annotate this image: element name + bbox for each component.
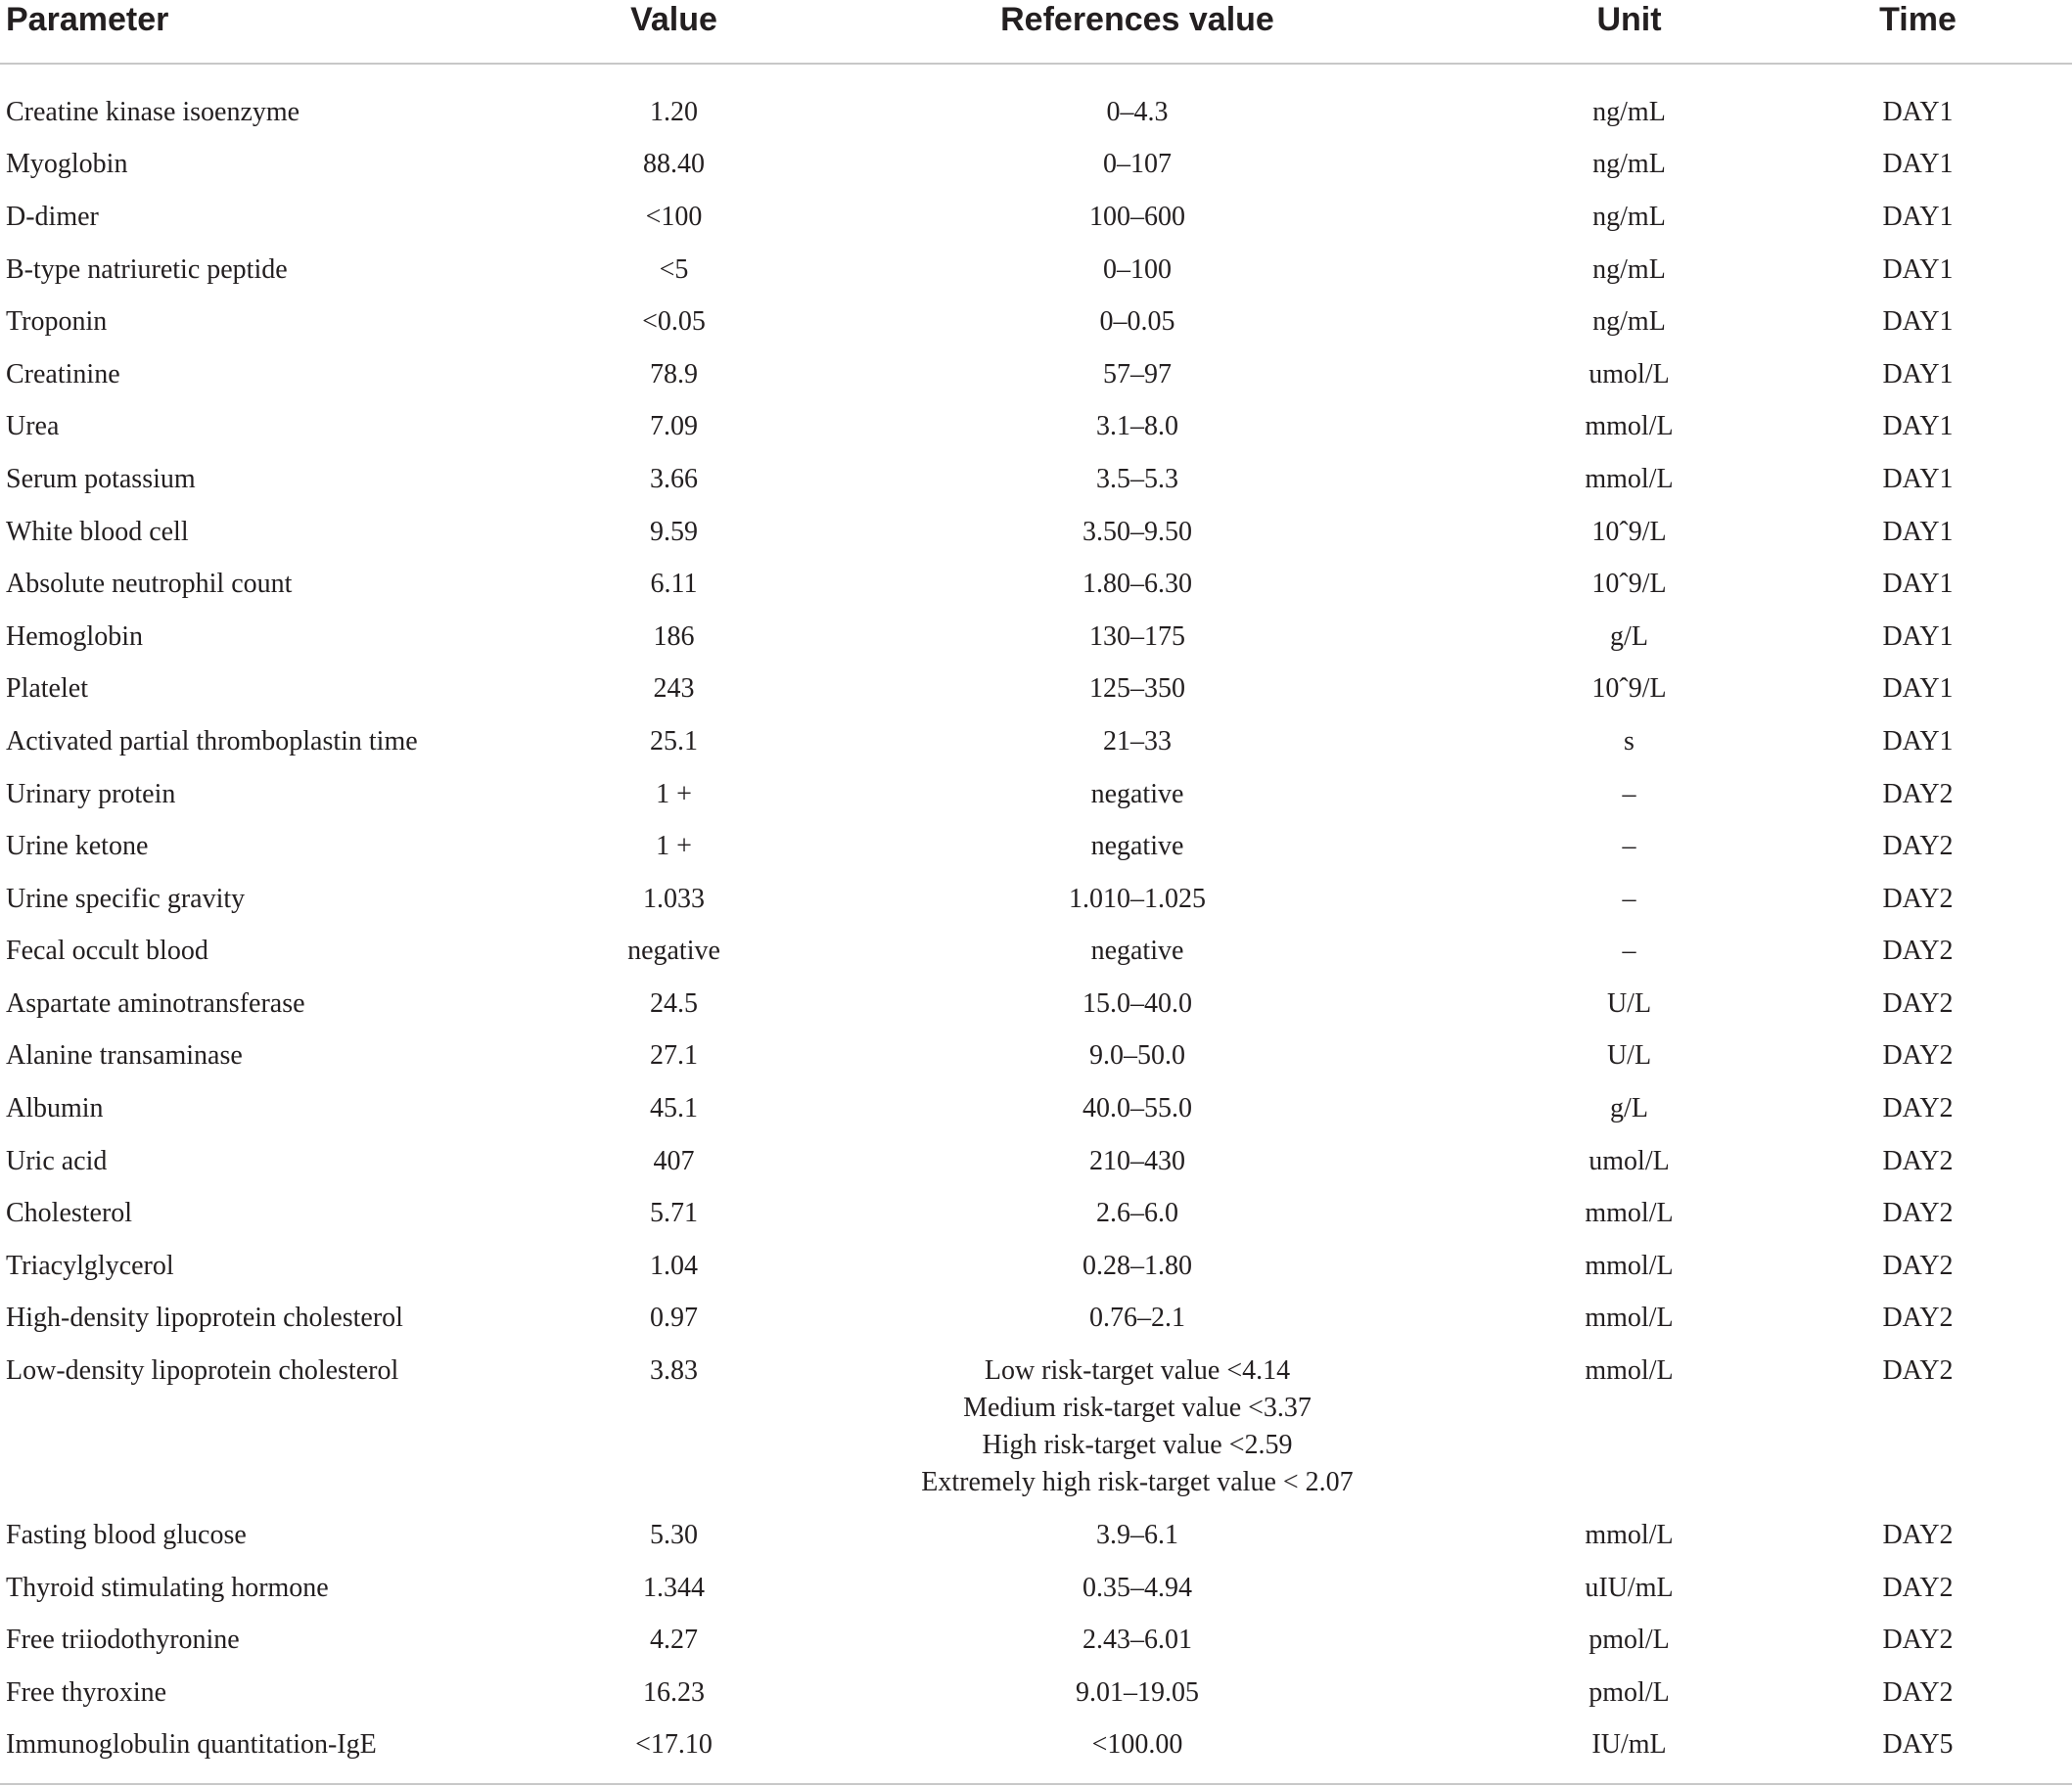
table-row (0, 873, 2072, 926)
cell-unit: mmol/L (1585, 463, 1674, 494)
cell-value: 1 + (656, 778, 692, 809)
cell-parameter: Fecal occult blood (6, 936, 208, 967)
cell-parameter: Urinary protein (6, 778, 176, 809)
cell-value: 4.27 (650, 1625, 698, 1656)
cell-reference: 21–33 (1103, 725, 1172, 756)
cell-parameter: White blood cell (6, 516, 189, 547)
cell-reference: 0.35–4.94 (1082, 1572, 1192, 1603)
cell-unit: mmol/L (1585, 1355, 1674, 1387)
table-row (0, 453, 2072, 506)
cell-parameter: Free triiodothyronine (6, 1625, 240, 1656)
cell-time: DAY1 (1882, 620, 1954, 652)
table-row (0, 664, 2072, 716)
cell-reference: 1.80–6.30 (1082, 569, 1192, 600)
cell-time: DAY1 (1882, 673, 1954, 705)
cell-time: DAY1 (1882, 306, 1954, 338)
cell-unit: U/L (1606, 1040, 1652, 1072)
cell-time: DAY2 (1882, 1303, 1954, 1334)
cell-value: 407 (653, 1145, 695, 1176)
cell-reference: 0–107 (1103, 149, 1172, 180)
header-unit: Unit (1495, 0, 1764, 64)
cell-unit: U/L (1606, 987, 1652, 1019)
cell-unit: ng/mL (1592, 149, 1666, 180)
table-row (0, 1667, 2072, 1719)
table-row (0, 191, 2072, 244)
cell-reference: 9.01–19.05 (1076, 1676, 1199, 1708)
cell-reference: 0–100 (1103, 253, 1172, 285)
cell-parameter: Triacylglycerol (6, 1250, 174, 1281)
cell-time: DAY1 (1882, 149, 1954, 180)
cell-reference: 210–430 (1089, 1145, 1185, 1176)
table-row (0, 926, 2072, 979)
cell-time: DAY1 (1882, 96, 1954, 127)
cell-reference: 3.9–6.1 (1096, 1520, 1178, 1551)
header-parameter: Parameter (0, 0, 568, 64)
cell-reference: 125–350 (1089, 673, 1185, 705)
cell-reference: 0–4.3 (1106, 96, 1169, 127)
cell-reference: 2.6–6.0 (1096, 1198, 1178, 1229)
cell-parameter: Urine specific gravity (6, 883, 246, 914)
table-row (0, 558, 2072, 611)
cell-value: 5.30 (650, 1520, 698, 1551)
cell-unit: ng/mL (1592, 96, 1666, 127)
cell-time: DAY1 (1882, 201, 1954, 232)
cell-parameter: Aspartate aminotransferase (6, 987, 305, 1019)
cell-value: 78.9 (650, 358, 698, 389)
cell-time: DAY2 (1882, 1572, 1954, 1603)
cell-unit: IU/mL (1591, 1729, 1667, 1761)
table-row (0, 506, 2072, 559)
header-value: Value (568, 0, 780, 64)
cell-reference: <100.00 (1091, 1729, 1183, 1761)
cell-unit: – (1622, 778, 1636, 809)
cell-unit: pmol/L (1589, 1625, 1670, 1656)
table-row (0, 1240, 2072, 1293)
cell-unit: 10ˆ9/L (1591, 516, 1667, 547)
cell-value: 24.5 (650, 987, 698, 1019)
cell-parameter: Low-density lipoprotein cholesterol (6, 1355, 399, 1387)
cell-parameter: Hemoglobin (6, 620, 143, 652)
cell-value: 0.97 (650, 1303, 698, 1334)
table-row (0, 401, 2072, 454)
cell-parameter: Free thyroxine (6, 1676, 167, 1708)
cell-time: DAY2 (1882, 883, 1954, 914)
cell-time: DAY2 (1882, 1676, 1954, 1708)
cell-time: DAY2 (1882, 1250, 1954, 1281)
table-row (0, 978, 2072, 1031)
cell-reference: 100–600 (1089, 201, 1185, 232)
cell-time: DAY2 (1882, 778, 1954, 809)
cell-time: DAY2 (1882, 1198, 1954, 1229)
table-row (0, 64, 2072, 139)
cell-parameter: Myoglobin (6, 149, 128, 180)
cell-unit: ng/mL (1592, 201, 1666, 232)
table-row (0, 1509, 2072, 1562)
cell-time: DAY2 (1882, 1520, 1954, 1551)
table-row (0, 348, 2072, 401)
cell-time: DAY1 (1882, 516, 1954, 547)
table-row (0, 1031, 2072, 1083)
cell-parameter: Activated partial thromboplastin time (6, 725, 418, 756)
cell-reference: negative (1090, 778, 1184, 809)
table-body (0, 64, 2072, 1771)
reference-line: Extremely high risk-target value < 2.07 (921, 1467, 1354, 1498)
cell-value: 186 (653, 620, 695, 652)
cell-time: DAY2 (1882, 1145, 1954, 1176)
table-row (0, 296, 2072, 348)
cell-reference: negative (1090, 831, 1184, 862)
cell-value: 243 (653, 673, 695, 705)
cell-parameter: Fasting blood glucose (6, 1520, 247, 1551)
cell-value: <0.05 (642, 306, 706, 338)
cell-time: DAY1 (1882, 569, 1954, 600)
cell-parameter: Alanine transaminase (6, 1040, 243, 1072)
table-row (0, 244, 2072, 297)
cell-time: DAY1 (1882, 253, 1954, 285)
cell-parameter: Absolute neutrophil count (6, 569, 293, 600)
cell-time: DAY2 (1882, 1093, 1954, 1124)
table-row (0, 820, 2072, 873)
cell-reference: 130–175 (1089, 620, 1185, 652)
header-row (0, 0, 2072, 64)
cell-unit: mmol/L (1585, 1303, 1674, 1334)
cell-unit: s (1624, 725, 1635, 756)
cell-reference: 15.0–40.0 (1082, 987, 1192, 1019)
cell-unit: ng/mL (1592, 306, 1666, 338)
cell-unit: – (1622, 831, 1636, 862)
table-row (0, 715, 2072, 768)
cell-parameter: Immunoglobulin quantitation-IgE (6, 1729, 377, 1761)
cell-parameter: Cholesterol (6, 1198, 133, 1229)
cell-unit: g/L (1610, 620, 1648, 652)
cell-parameter: Creatinine (6, 358, 120, 389)
cell-reference: 0.28–1.80 (1082, 1250, 1192, 1281)
cell-time: DAY2 (1882, 831, 1954, 862)
table-row (0, 1135, 2072, 1188)
cell-value: 3.66 (650, 463, 698, 494)
cell-value: 5.71 (650, 1198, 698, 1229)
cell-time: DAY2 (1882, 1040, 1954, 1072)
cell-reference: 1.010–1.025 (1069, 883, 1206, 914)
cell-unit: – (1622, 883, 1636, 914)
cell-unit: umol/L (1589, 1145, 1670, 1176)
cell-parameter: Platelet (6, 673, 88, 705)
cell-value: 27.1 (650, 1040, 698, 1072)
cell-value: 25.1 (650, 725, 698, 756)
cell-value: negative (627, 936, 720, 967)
cell-unit: mmol/L (1585, 1520, 1674, 1551)
header-time: Time (1764, 0, 2072, 64)
table-row (0, 1082, 2072, 1135)
table-row (0, 1187, 2072, 1240)
cell-time: DAY2 (1882, 936, 1954, 967)
table-row (0, 768, 2072, 821)
cell-unit: pmol/L (1589, 1676, 1670, 1708)
cell-time: DAY5 (1882, 1729, 1954, 1761)
cell-value: 1.344 (643, 1572, 705, 1603)
cell-reference: 3.5–5.3 (1096, 463, 1178, 494)
table-row (0, 1293, 2072, 1346)
cell-value: <100 (645, 201, 703, 232)
cell-unit: – (1622, 936, 1636, 967)
cell-value: 3.83 (650, 1355, 698, 1387)
cell-parameter: Thyroid stimulating hormone (6, 1572, 329, 1603)
cell-value: 1.04 (650, 1250, 698, 1281)
cell-reference: 57–97 (1103, 358, 1172, 389)
cell-unit: 10ˆ9/L (1591, 673, 1667, 705)
cell-parameter: D-dimer (6, 201, 99, 232)
cell-value: 1.20 (650, 96, 698, 127)
cell-value: 45.1 (650, 1093, 698, 1124)
cell-parameter: Urea (6, 411, 60, 442)
cell-parameter: High-density lipoprotein cholesterol (6, 1303, 403, 1334)
cell-unit: uIU/mL (1585, 1572, 1674, 1603)
table-row (0, 1562, 2072, 1615)
table-bottom-rule (0, 1783, 2072, 1785)
cell-unit: umol/L (1589, 358, 1670, 389)
cell-unit: mmol/L (1585, 1198, 1674, 1229)
table-row (0, 1614, 2072, 1667)
cell-parameter: Urine ketone (6, 831, 149, 862)
cell-value: <5 (659, 253, 689, 285)
cell-reference (780, 1345, 1495, 1509)
cell-reference: 0–0.05 (1099, 306, 1175, 338)
cell-unit: 10ˆ9/L (1591, 569, 1667, 600)
cell-time: DAY2 (1882, 1625, 1954, 1656)
cell-value: 1.033 (643, 883, 705, 914)
reference-line: Low risk-target value <4.14 (984, 1355, 1291, 1387)
header-reference: References value (780, 0, 1495, 64)
table-row (0, 1345, 2072, 1509)
cell-parameter: Serum potassium (6, 463, 196, 494)
cell-time: DAY2 (1882, 987, 1954, 1019)
table-row (0, 139, 2072, 192)
reference-line: Medium risk-target value <3.37 (963, 1393, 1312, 1424)
cell-time: DAY2 (1882, 1355, 1954, 1387)
cell-unit: mmol/L (1585, 1250, 1674, 1281)
cell-parameter: Uric acid (6, 1145, 108, 1176)
cell-reference: negative (1090, 936, 1184, 967)
table-row (0, 1719, 2072, 1772)
cell-value: 88.40 (643, 149, 705, 180)
cell-parameter: Troponin (6, 306, 108, 338)
cell-value: 9.59 (650, 516, 698, 547)
cell-time: DAY1 (1882, 725, 1954, 756)
cell-value: 6.11 (650, 569, 698, 600)
table-row (0, 611, 2072, 664)
cell-reference: 40.0–55.0 (1082, 1093, 1192, 1124)
cell-value: 7.09 (650, 411, 698, 442)
cell-reference: 2.43–6.01 (1082, 1625, 1192, 1656)
cell-reference: 3.50–9.50 (1082, 516, 1192, 547)
cell-value: 16.23 (643, 1676, 705, 1708)
cell-parameter: B-type natriuretic peptide (6, 253, 288, 285)
cell-unit: ng/mL (1592, 253, 1666, 285)
cell-time: DAY1 (1882, 358, 1954, 389)
table-header (0, 0, 2072, 64)
cell-unit: g/L (1610, 1093, 1648, 1124)
cell-time: DAY1 (1882, 463, 1954, 494)
cell-reference: 0.76–2.1 (1089, 1303, 1185, 1334)
reference-line: High risk-target value <2.59 (982, 1430, 1293, 1461)
cell-parameter: Albumin (6, 1093, 104, 1124)
cell-value: 1 + (656, 831, 692, 862)
cell-reference: 3.1–8.0 (1096, 411, 1178, 442)
cell-reference: 9.0–50.0 (1089, 1040, 1185, 1072)
cell-time: DAY1 (1882, 411, 1954, 442)
cell-unit: mmol/L (1585, 411, 1674, 442)
cell-value: <17.10 (635, 1729, 713, 1761)
cell-parameter: Creatine kinase isoenzyme (6, 96, 300, 127)
